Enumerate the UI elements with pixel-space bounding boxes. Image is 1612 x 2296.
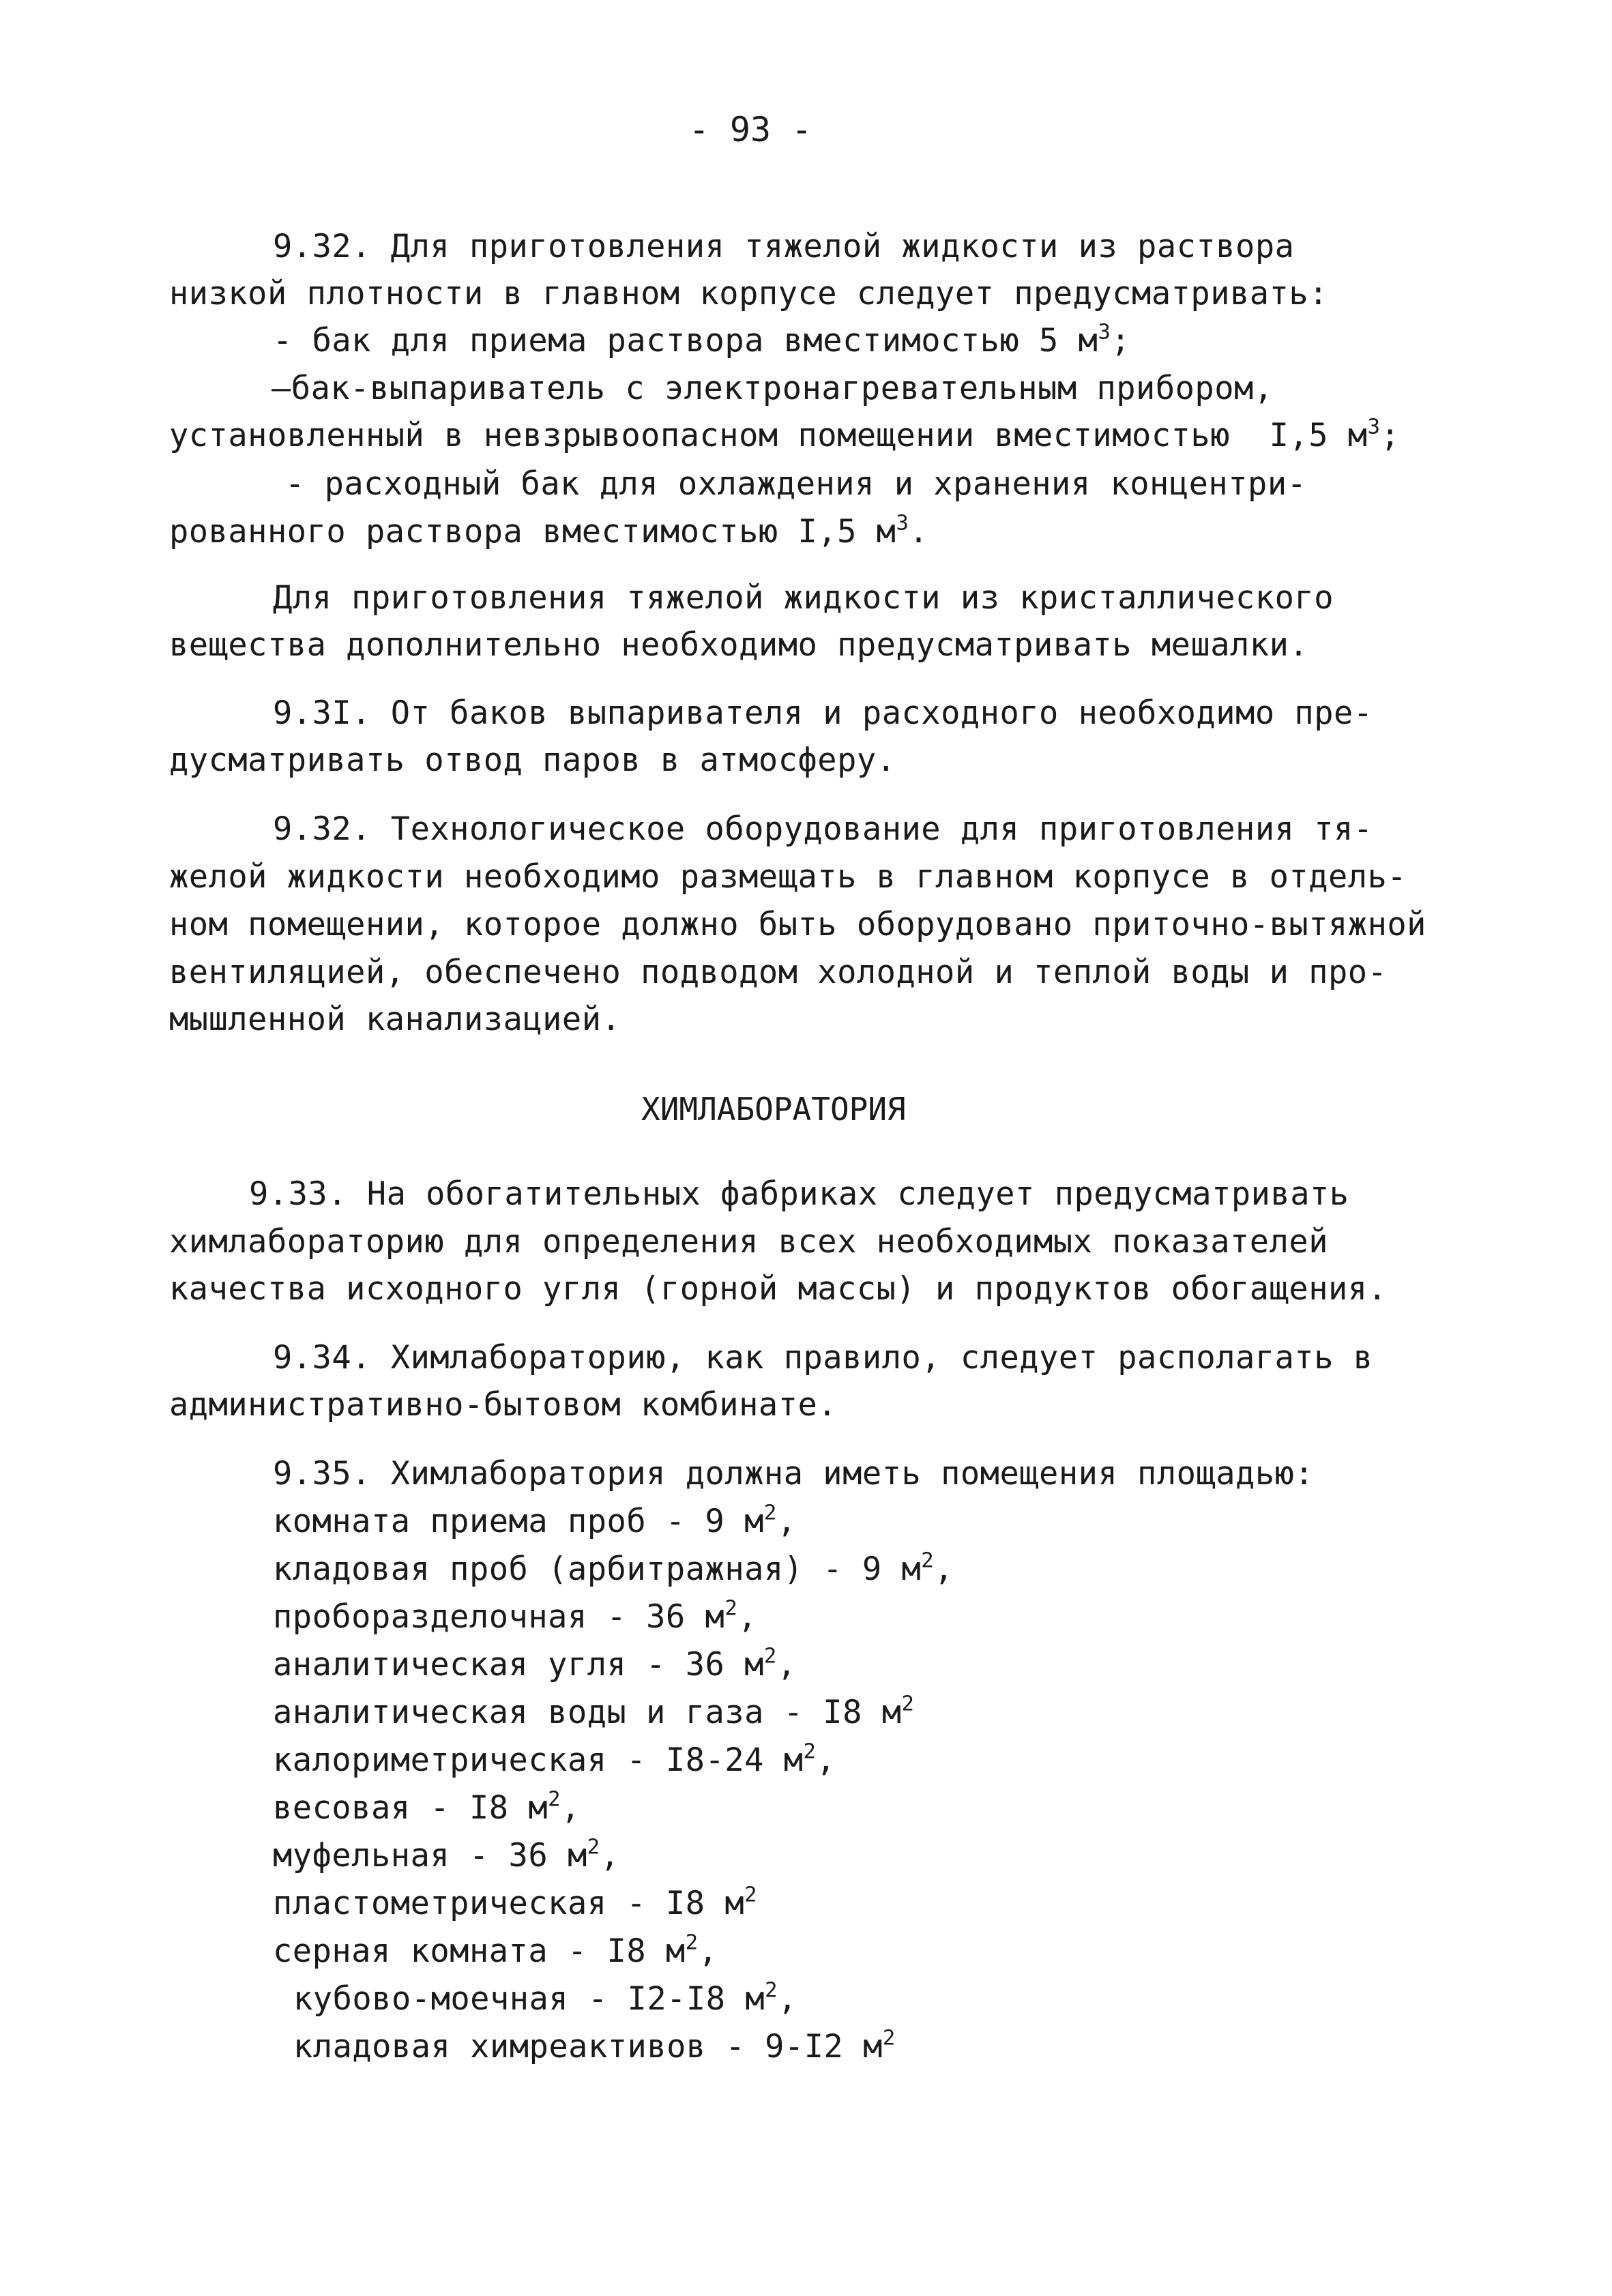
paragraph-line: качества исходного угля (горной массы) и продуктов обогащения. bbox=[169, 1270, 1388, 1308]
section-heading: ХИМЛАБОРАТОРИЯ bbox=[641, 1091, 906, 1128]
paragraph-line: вентиляцией, обеспечено подводом холодной и теплой воды и про- bbox=[169, 954, 1388, 991]
paragraph-line: дусматривать отвод паров в атмосферу. bbox=[169, 741, 896, 779]
paragraph-line: мышленной канализацией. bbox=[169, 1001, 621, 1038]
paragraph-line: административно-бытовом комбинате. bbox=[169, 1386, 838, 1424]
paragraph-line: установленный в невзрывоопасном помещении вместимостью I,5 $м^3$; bbox=[169, 415, 1401, 454]
list-item: кубово-моечная - I2-I8 $м^2$, bbox=[293, 1978, 797, 2018]
paragraph-line: - бак для приема раствора вместимостью 5 $м^3$; bbox=[273, 320, 1131, 359]
paragraph-line: Для приготовления тяжелой жидкости из кристаллического bbox=[273, 579, 1334, 617]
list-item: кладовая химреактивов - 9-I2 $м^2$ bbox=[293, 2026, 896, 2065]
paragraph-line: химлабораторию для определения всех необходимых показателей bbox=[169, 1223, 1328, 1261]
paragraph-line: 9.34. Химлабораторию, как правило, следует располагать в bbox=[273, 1339, 1373, 1377]
paragraph-line: 9.3I. От баков выпаривателя и расходного необходимо пре- bbox=[273, 694, 1373, 732]
list-item: аналитическая воды и газа - I8 $м^2$ bbox=[273, 1692, 915, 1731]
list-item: кладовая проб (арбитражная) - 9 $м^2$, bbox=[273, 1548, 954, 1588]
paragraph-line: вещества дополнительно необходимо предусматривать мешалки. bbox=[169, 626, 1309, 664]
list-item: аналитическая угля - 36 $м^2$, bbox=[273, 1644, 797, 1683]
page-number: - 93 - bbox=[688, 110, 812, 149]
paragraph-line: 9.33. На обогатительных фабриках следует предусматривать bbox=[249, 1175, 1349, 1213]
paragraph-line: 9.32. Технологическое оборудование для приготовления тя- bbox=[273, 810, 1373, 848]
list-item: проборазделочная - 36 $м^2$, bbox=[273, 1596, 758, 1636]
list-item: весовая - I8 $м^2$, bbox=[273, 1787, 581, 1827]
list-item: пластометрическая - I8 $м^2$ bbox=[273, 1883, 758, 1922]
paragraph-line: - расходный бак для охлаждения и хранения концентри- bbox=[285, 465, 1307, 503]
paragraph-line: рованного раствора вместимостью I,5 $м^3$. bbox=[169, 511, 929, 550]
paragraph-line: низкой плотности в главном корпусе следует предусматривать: bbox=[169, 275, 1328, 312]
list-item: муфельная - 36 $м^2$, bbox=[273, 1835, 620, 1874]
paragraph-line: ном помещении, которое должно быть оборудовано приточно-вытяжной bbox=[169, 906, 1426, 943]
paragraph-line: 9.35. Химлаборатория должна иметь помещения площадью: bbox=[273, 1455, 1315, 1492]
paragraph-line: 9.32. Для приготовления тяжелой жидкости из раствора bbox=[273, 228, 1295, 265]
paragraph-line: желой жидкости необходимо размещать в главном корпусе в отдель- bbox=[169, 858, 1407, 896]
list-item: комната приема проб - 9 $м^2$, bbox=[273, 1501, 797, 1540]
list-item: серная комната - I8 $м^2$, bbox=[273, 1930, 718, 1970]
paragraph-line: —бак-выпариватель с электронагревательным прибором, bbox=[272, 370, 1274, 407]
list-item: калориметрическая - I8-24 $м^2$, bbox=[273, 1739, 836, 1779]
